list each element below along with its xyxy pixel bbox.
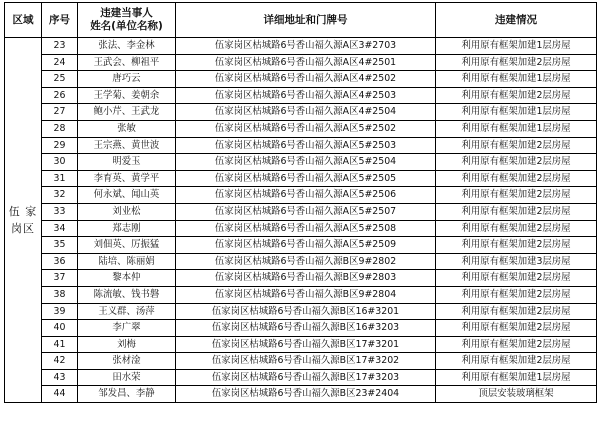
party-cell: 李广翠	[78, 320, 176, 337]
seq-cell: 29	[42, 137, 78, 154]
status-cell: 利用原有框架加建2层房屋	[436, 137, 597, 154]
seq-cell: 27	[42, 104, 78, 121]
party-cell: 刘佃英、厉振猛	[78, 237, 176, 254]
seq-cell: 42	[42, 353, 78, 370]
party-cell: 陈流敏、钱书磐	[78, 286, 176, 303]
party-cell: 鲍小芹、王武龙	[78, 104, 176, 121]
address-cell: 伍家岗区枯城路6号香山福久源A区5#2504	[176, 154, 436, 171]
table-row	[5, 170, 597, 187]
seq-cell: 39	[42, 303, 78, 320]
address-cell: 伍家岗区枯城路6号香山福久源A区4#2502	[176, 71, 436, 88]
party-cell: 田水荣	[78, 369, 176, 386]
table-row	[5, 336, 597, 353]
table-row	[5, 237, 597, 254]
table-row	[5, 87, 597, 104]
table-row	[5, 71, 597, 88]
table-body	[5, 38, 597, 403]
address-cell: 伍家岗区枯城路6号香山福久源B区16#3201	[176, 303, 436, 320]
table-row	[5, 253, 597, 270]
address-cell: 伍家岗区枯城路6号香山福久源A区5#2509	[176, 237, 436, 254]
region-line2: 岗区	[11, 222, 35, 236]
status-cell: 利用原有框架加建2层房屋	[436, 154, 597, 171]
table-row	[5, 104, 597, 121]
status-cell: 利用原有框架加建2层房屋	[436, 237, 597, 254]
header-status: 违建情况	[436, 3, 597, 38]
table-row	[5, 54, 597, 71]
seq-cell: 41	[42, 336, 78, 353]
status-cell: 利用原有框架加建1层房屋	[436, 369, 597, 386]
status-cell: 利用原有框架加建2层房屋	[436, 87, 597, 104]
table-row	[5, 386, 597, 403]
address-cell: 伍家岗区枯城路6号香山福久源A区4#2504	[176, 104, 436, 121]
table-row	[5, 303, 597, 320]
seq-cell: 25	[42, 71, 78, 88]
party-cell: 陆培、陈丽娟	[78, 253, 176, 270]
party-cell: 刘业松	[78, 203, 176, 220]
seq-cell: 23	[42, 38, 78, 55]
header-row	[5, 3, 597, 38]
address-cell: 伍家岗区枯城路6号香山福久源B区17#3202	[176, 353, 436, 370]
seq-cell: 28	[42, 120, 78, 137]
address-cell: 伍家岗区枯城路6号香山福久源A区5#2506	[176, 187, 436, 204]
address-cell: 伍家岗区枯城路6号香山福久源B区17#3201	[176, 336, 436, 353]
header-seq: 序号	[42, 3, 78, 38]
header-party	[78, 3, 176, 38]
party-cell: 王武会、柳祖平	[78, 54, 176, 71]
table-row	[5, 220, 597, 237]
seq-cell: 43	[42, 369, 78, 386]
table-row	[5, 38, 597, 55]
table-row	[5, 320, 597, 337]
party-cell: 何永斌、闻山英	[78, 187, 176, 204]
address-cell: 伍家岗区枯城路6号香山福久源B区23#2404	[176, 386, 436, 403]
status-cell: 利用原有框架加建2层房屋	[436, 336, 597, 353]
header-region: 区域	[5, 3, 42, 38]
status-cell: 利用原有框架加建2层房屋	[436, 203, 597, 220]
status-cell: 利用原有框架加建1层房屋	[436, 120, 597, 137]
party-cell: 张材淦	[78, 353, 176, 370]
region-cell	[5, 38, 42, 403]
status-cell: 顶层安装玻璃框架	[436, 386, 597, 403]
party-cell: 明爱玉	[78, 154, 176, 171]
seq-cell: 30	[42, 154, 78, 171]
violation-table	[4, 2, 597, 403]
address-cell: 伍家岗区枯城路6号香山福久源A区4#2503	[176, 87, 436, 104]
header-address: 详细地址和门牌号	[176, 3, 436, 38]
table-row	[5, 270, 597, 287]
seq-cell: 32	[42, 187, 78, 204]
status-cell: 利用原有框架加建2层房屋	[436, 54, 597, 71]
party-cell: 王学菊、姜朝余	[78, 87, 176, 104]
address-cell: 伍家岗区枯城路6号香山福久源B区16#3203	[176, 320, 436, 337]
status-cell: 利用原有框架加建2层房屋	[436, 303, 597, 320]
address-cell: 伍家岗区枯城路6号香山福久源A区5#2502	[176, 120, 436, 137]
party-cell: 黎本仲	[78, 270, 176, 287]
table-row	[5, 187, 597, 204]
seq-cell: 31	[42, 170, 78, 187]
status-cell: 利用原有框架加建2层房屋	[436, 220, 597, 237]
address-cell: 伍家岗区枯城路6号香山福久源A区5#2503	[176, 137, 436, 154]
party-cell: 王义群、汤萍	[78, 303, 176, 320]
seq-cell: 33	[42, 203, 78, 220]
party-cell: 郑志刚	[78, 220, 176, 237]
party-cell: 刘梅	[78, 336, 176, 353]
status-cell: 利用原有框架加建1层房屋	[436, 104, 597, 121]
address-cell: 伍家岗区枯城路6号香山福久源A区5#2508	[176, 220, 436, 237]
seq-cell: 38	[42, 286, 78, 303]
status-cell: 利用原有框架加建2层房屋	[436, 320, 597, 337]
status-cell: 利用原有框架加建1层房屋	[436, 71, 597, 88]
status-cell: 利用原有框架加建3层房屋	[436, 253, 597, 270]
table-row	[5, 120, 597, 137]
address-cell: 伍家岗区枯城路6号香山福久源B区9#2803	[176, 270, 436, 287]
status-cell: 利用原有框架加建1层房屋	[436, 38, 597, 55]
status-cell: 利用原有框架加建2层房屋	[436, 286, 597, 303]
table-row	[5, 154, 597, 171]
table-row	[5, 286, 597, 303]
seq-cell: 24	[42, 54, 78, 71]
address-cell: 伍家岗区枯城路6号香山福久源A区5#2507	[176, 203, 436, 220]
violation-table-container	[4, 2, 596, 403]
status-cell: 利用原有框架加建2层房屋	[436, 270, 597, 287]
status-cell: 利用原有框架加建2层房屋	[436, 170, 597, 187]
party-cell: 李育英、黄学平	[78, 170, 176, 187]
table-row	[5, 353, 597, 370]
seq-cell: 26	[42, 87, 78, 104]
table-row	[5, 203, 597, 220]
party-cell: 王宗燕、黄世波	[78, 137, 176, 154]
seq-cell: 44	[42, 386, 78, 403]
seq-cell: 36	[42, 253, 78, 270]
status-cell: 利用原有框架加建2层房屋	[436, 353, 597, 370]
header-party-line1: 违建当事人	[100, 7, 153, 19]
seq-cell: 37	[42, 270, 78, 287]
seq-cell: 34	[42, 220, 78, 237]
party-cell: 张法、李金林	[78, 38, 176, 55]
party-cell: 邹发昌、李静	[78, 386, 176, 403]
address-cell: 伍家岗区枯城路6号香山福久源B区9#2804	[176, 286, 436, 303]
address-cell: 伍家岗区枯城路6号香山福久源A区4#2501	[176, 54, 436, 71]
address-cell: 伍家岗区枯城路6号香山福久源B区9#2802	[176, 253, 436, 270]
table-row	[5, 369, 597, 386]
region-line1: 伍 家	[8, 205, 38, 219]
header-party-line2: 姓名(单位名称)	[90, 20, 163, 32]
status-cell: 利用原有框架加建2层房屋	[436, 187, 597, 204]
address-cell: 伍家岗区枯城路6号香山福久源A区5#2505	[176, 170, 436, 187]
party-cell: 唐巧云	[78, 71, 176, 88]
seq-cell: 35	[42, 237, 78, 254]
address-cell: 伍家岗区枯城路6号香山福久源B区17#3203	[176, 369, 436, 386]
address-cell: 伍家岗区枯城路6号香山福久源A区3#2703	[176, 38, 436, 55]
party-cell: 张敏	[78, 120, 176, 137]
seq-cell: 40	[42, 320, 78, 337]
table-row	[5, 137, 597, 154]
